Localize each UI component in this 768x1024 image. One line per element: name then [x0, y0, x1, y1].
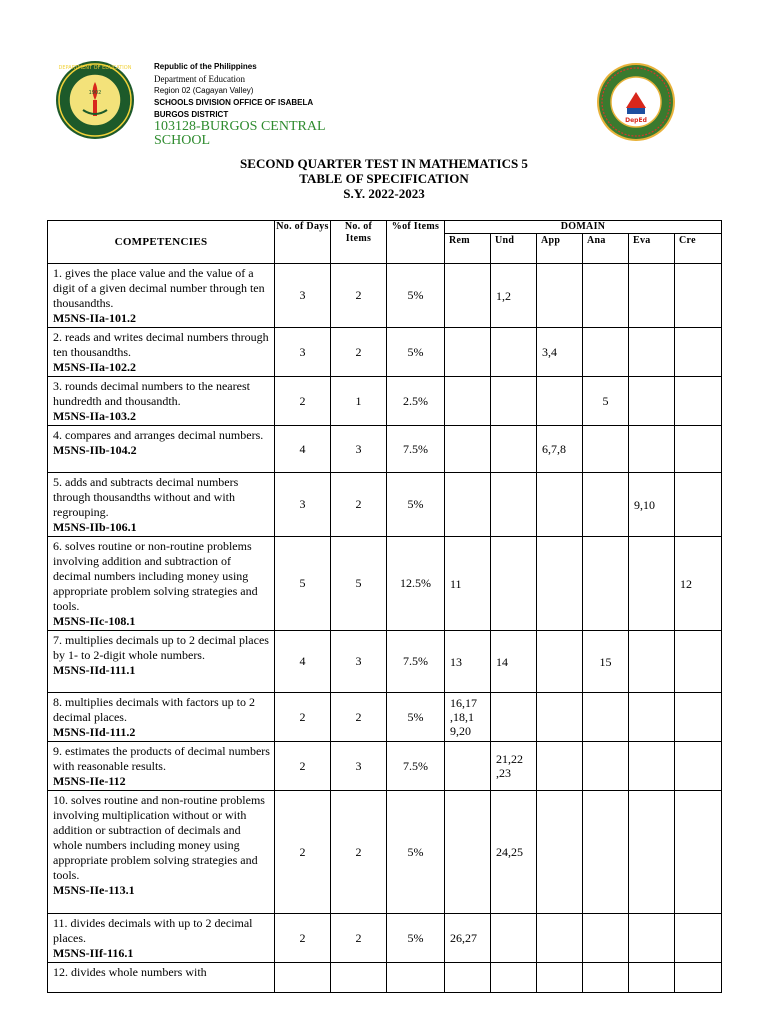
cre-cell — [675, 631, 722, 693]
und-cell: 1,2 — [491, 264, 537, 328]
app-cell — [537, 537, 583, 631]
pct-cell: 2.5% — [387, 377, 445, 426]
division-line: SCHOOLS DIVISION OFFICE OF ISABELA — [154, 98, 314, 107]
items-cell: 2 — [331, 914, 387, 963]
und-cell — [491, 914, 537, 963]
competency-code: M5NS-IId-111.1 — [53, 663, 136, 677]
test-title: SECOND QUARTER TEST IN MATHEMATICS 5 — [240, 156, 528, 171]
items-cell: 2 — [331, 328, 387, 377]
rem-cell — [445, 963, 491, 993]
items-cell: 2 — [331, 693, 387, 742]
header-items: No. of Items — [331, 221, 387, 264]
und-cell — [491, 328, 537, 377]
days-cell — [275, 963, 331, 993]
competency-code: M5NS-IIa-101.2 — [53, 311, 136, 325]
table-row — [48, 426, 722, 473]
competency-text: 12. divides whole numbers with — [53, 965, 207, 979]
app-cell — [537, 377, 583, 426]
competency-text: 10. solves routine and non-routine problems involving multiplication without or with addition or subtraction of decimals and whole numbers including money using appropriate problem solving strategies and tools. — [53, 793, 265, 882]
pct-cell: 5% — [387, 791, 445, 914]
rem-cell — [445, 328, 491, 377]
competency-cell — [48, 473, 275, 537]
days-cell: 2 — [275, 742, 331, 791]
competency-text: 8. multiplies decimals with factors up to 2 decimal places. — [53, 695, 255, 724]
ana-cell — [583, 537, 629, 631]
department-line: Department of Education — [154, 74, 245, 84]
competency-cell — [48, 693, 275, 742]
district-line: BURGOS DISTRICT — [154, 110, 229, 119]
letterhead — [154, 61, 313, 121]
competency-code: M5NS-IIa-102.2 — [53, 360, 136, 374]
competency-cell — [48, 537, 275, 631]
rem-cell — [445, 377, 491, 426]
competency-code: M5NS-IIa-103.2 — [53, 409, 136, 423]
days-cell: 3 — [275, 264, 331, 328]
header-rem: Rem — [445, 234, 491, 264]
items-cell: 3 — [331, 631, 387, 693]
eva-cell — [629, 328, 675, 377]
rem-cell: 16,17 ,18,1 9,20 — [445, 693, 491, 742]
ana-cell — [583, 693, 629, 742]
rem-cell: 26,27 — [445, 914, 491, 963]
school-year: S.Y. 2022-2023 — [343, 186, 425, 201]
pct-cell: 7.5% — [387, 631, 445, 693]
app-cell — [537, 791, 583, 914]
table-row — [48, 264, 722, 328]
app-cell — [537, 742, 583, 791]
header-days: No. of Days — [275, 221, 331, 264]
competency-code: M5NS-IIf-116.1 — [53, 946, 134, 960]
competency-cell — [48, 377, 275, 426]
rem-cell — [445, 426, 491, 473]
header-percent: %of Items — [387, 221, 445, 264]
deped-seal-logo — [55, 60, 135, 140]
seal-year-text: 1902 — [88, 90, 102, 96]
ana-cell — [583, 264, 629, 328]
items-cell: 1 — [331, 377, 387, 426]
region-line: Region 02 (Cagayan Valley) — [154, 86, 254, 95]
competency-text: 4. compares and arranges decimal numbers. — [53, 428, 264, 442]
cre-cell — [675, 377, 722, 426]
und-cell — [491, 377, 537, 426]
header-und: Und — [491, 234, 537, 264]
items-cell — [331, 963, 387, 993]
days-cell: 2 — [275, 693, 331, 742]
eva-cell — [629, 742, 675, 791]
cre-cell — [675, 328, 722, 377]
items-cell: 3 — [331, 426, 387, 473]
republic-line: Republic of the Philippines — [154, 62, 257, 71]
cre-cell — [675, 473, 722, 537]
tos-title: TABLE OF SPECIFICATION — [299, 171, 469, 186]
app-cell — [537, 693, 583, 742]
table-row — [48, 473, 722, 537]
days-cell: 4 — [275, 426, 331, 473]
competency-cell — [48, 791, 275, 914]
items-cell: 5 — [331, 537, 387, 631]
rem-cell — [445, 473, 491, 537]
app-cell: 6,7,8 — [537, 426, 583, 473]
eva-cell — [629, 963, 675, 993]
ana-cell: 15 — [583, 631, 629, 693]
seal-ring-text: DEPARTMENT OF EDUCATION — [58, 65, 132, 71]
header-cre: Cre — [675, 234, 722, 264]
und-cell — [491, 426, 537, 473]
competency-text: 7. multiplies decimals up to 2 decimal places by 1- to 2-digit whole numbers. — [53, 633, 269, 662]
app-cell — [537, 264, 583, 328]
table-row — [48, 377, 722, 426]
competency-cell — [48, 914, 275, 963]
und-cell: 21,22 ,23 — [491, 742, 537, 791]
items-cell: 2 — [331, 791, 387, 914]
und-cell — [491, 537, 537, 631]
header-competencies: COMPETENCIES — [48, 221, 275, 264]
pct-cell: 5% — [387, 693, 445, 742]
competency-cell — [48, 426, 275, 473]
competency-text: 6. solves routine or non-routine problems involving addition and subtraction of decimal numbers including money using appropriate problem solving strategies and tools. — [53, 539, 258, 613]
document-titles — [0, 156, 768, 201]
app-cell — [537, 914, 583, 963]
table-row — [48, 328, 722, 377]
competency-text: 2. reads and writes decimal numbers through ten thousandths. — [53, 330, 269, 359]
eva-cell — [629, 693, 675, 742]
eva-cell — [629, 377, 675, 426]
cre-cell — [675, 264, 722, 328]
competency-cell — [48, 963, 275, 993]
table-row — [48, 631, 722, 693]
pct-cell: 5% — [387, 914, 445, 963]
items-cell: 3 — [331, 742, 387, 791]
rem-cell — [445, 742, 491, 791]
competency-code: M5NS-IIe-113.1 — [53, 883, 135, 897]
ana-cell — [583, 914, 629, 963]
competency-cell — [48, 631, 275, 693]
competency-code: M5NS-IIb-106.1 — [53, 520, 137, 534]
competency-cell — [48, 264, 275, 328]
app-cell — [537, 473, 583, 537]
items-cell: 2 — [331, 264, 387, 328]
competency-code: M5NS-IIc-108.1 — [53, 614, 136, 628]
eva-cell — [629, 426, 675, 473]
school-seal-logo — [596, 62, 676, 142]
days-cell: 2 — [275, 377, 331, 426]
table-row — [48, 791, 722, 914]
ana-cell — [583, 742, 629, 791]
und-cell — [491, 963, 537, 993]
cre-cell — [675, 426, 722, 473]
pct-cell — [387, 963, 445, 993]
cre-cell — [675, 693, 722, 742]
eva-cell — [629, 537, 675, 631]
und-cell: 14 — [491, 631, 537, 693]
competency-code: M5NS-IIb-104.2 — [53, 443, 137, 457]
competency-text: 3. rounds decimal numbers to the nearest hundredth and thousandth. — [53, 379, 250, 408]
days-cell: 3 — [275, 328, 331, 377]
rem-cell — [445, 264, 491, 328]
table-row — [48, 537, 722, 631]
eva-cell — [629, 791, 675, 914]
cre-cell: 12 — [675, 537, 722, 631]
pct-cell: 5% — [387, 264, 445, 328]
competency-code: M5NS-IId-111.2 — [53, 725, 136, 739]
cre-cell — [675, 791, 722, 914]
cre-cell — [675, 742, 722, 791]
competency-text: 9. estimates the products of decimal numbers with reasonable results. — [53, 744, 270, 773]
rem-cell — [445, 791, 491, 914]
table-row — [48, 963, 722, 993]
days-cell: 3 — [275, 473, 331, 537]
eva-cell — [629, 631, 675, 693]
und-cell: 24,25 — [491, 791, 537, 914]
table-row — [48, 914, 722, 963]
ana-cell — [583, 328, 629, 377]
app-cell — [537, 963, 583, 993]
pct-cell: 5% — [387, 328, 445, 377]
und-cell — [491, 693, 537, 742]
ana-cell — [583, 426, 629, 473]
school-name: 103128-BURGOS CENTRAL SCHOOL — [154, 120, 325, 146]
items-cell: 2 — [331, 473, 387, 537]
pct-cell: 7.5% — [387, 742, 445, 791]
competency-text: 1. gives the place value and the value of a digit of a given decimal number through ten thousandths. — [53, 266, 265, 310]
table-row — [48, 693, 722, 742]
table-of-specification — [47, 220, 722, 993]
eva-cell: 9,10 — [629, 473, 675, 537]
header-app: App — [537, 234, 583, 264]
header-ana: Ana — [583, 234, 629, 264]
competency-text: 5. adds and subtracts decimal numbers through thousandths without and with regrouping. — [53, 475, 239, 519]
days-cell: 5 — [275, 537, 331, 631]
rem-cell: 13 — [445, 631, 491, 693]
eva-cell — [629, 914, 675, 963]
app-cell: 3,4 — [537, 328, 583, 377]
rem-cell: 11 — [445, 537, 491, 631]
ana-cell — [583, 473, 629, 537]
app-cell — [537, 631, 583, 693]
eva-cell — [629, 264, 675, 328]
ana-cell — [583, 963, 629, 993]
days-cell: 4 — [275, 631, 331, 693]
und-cell — [491, 473, 537, 537]
ana-cell — [583, 791, 629, 914]
competency-cell — [48, 328, 275, 377]
pct-cell: 12.5% — [387, 537, 445, 631]
days-cell: 2 — [275, 914, 331, 963]
table-row — [48, 742, 722, 791]
cre-cell — [675, 963, 722, 993]
competency-cell — [48, 742, 275, 791]
competency-text: 11. divides decimals with up to 2 decimal places. — [53, 916, 253, 945]
cre-cell — [675, 914, 722, 963]
competency-code: M5NS-IIe-112 — [53, 774, 126, 788]
pct-cell: 7.5% — [387, 426, 445, 473]
days-cell: 2 — [275, 791, 331, 914]
ana-cell: 5 — [583, 377, 629, 426]
pct-cell: 5% — [387, 473, 445, 537]
header-eva: Eva — [629, 234, 675, 264]
header-domain: DOMAIN — [445, 221, 722, 234]
school-seal-text: DepEd — [625, 117, 647, 124]
